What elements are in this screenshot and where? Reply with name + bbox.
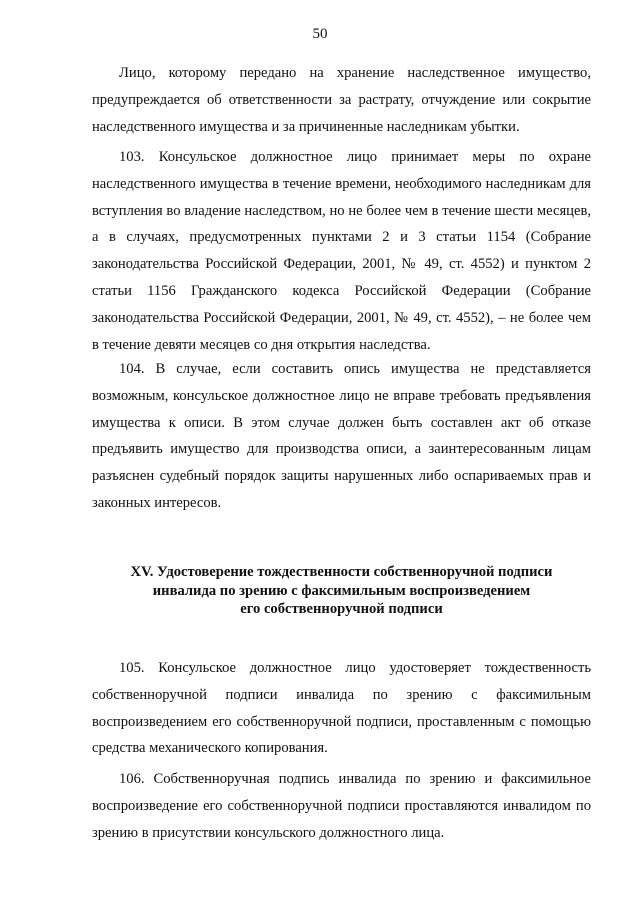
section-heading bbox=[92, 563, 591, 619]
paragraph-104: 104. В случае, если составить опись имущества не представляется возможным, консульское должностное лицо не вправе требовать предъявления имущества к описи. В этом случае должен быть составлен акт об отказе предъявить имущество для производства описи, а заинтересованным лицам разъяснен судебный порядок защиты нарушенных либо оспариваемых прав и законных интересов. bbox=[92, 361, 591, 511]
section-heading-line-3: его собственноручной подписи bbox=[240, 601, 443, 617]
section-heading-line-1: XV. Удостоверение тождественности собственноручной подписи bbox=[130, 564, 553, 580]
paragraph-intro: Лицо, которому передано на хранение наследственное имущество, предупреждается об ответственности за растрату, отчуждение или сокрытие наследственного имущества и за причиненные наследникам убытки. bbox=[92, 65, 591, 135]
section-heading-line-2: инвалида по зрению с факсимильным воспроизведением bbox=[152, 582, 531, 599]
page-number: 50 bbox=[312, 26, 328, 42]
paragraph-106: 106. Собственноручная подпись инвалида по зрению и факсимильное воспроизведение его собственноручной подписи проставляются инвалидом по зрению в присутствии консульского должностного лица. bbox=[92, 771, 591, 841]
paragraph-105: 105. Консульское должностное лицо удостоверяет тождественность собственноручной подписи инвалида по зрению с факсимильным воспроизведением его собственноручной подписи, проставленным с помощью средства механического копирования. bbox=[92, 660, 591, 757]
paragraph-103: 103. Консульское должностное лицо принимает меры по охране наследственного имущества в течение времени, необходимого наследникам для вступления во владение наследством, но не более чем в течение шести месяцев, а в случаях, предусмотренных пунктами 2 и 3 статьи 1154 (Собрание законодательства Российской Федерации, 2001, № 49, ст. 4552) и пунктом 2 статьи 1156 Гражданского кодекса Российской Федерации (Собрание законодательства Российской Федерации, 2001, № 49, ст. 4552), – не более чем в течение девяти месяцев со дня открытия наследства. bbox=[92, 149, 591, 353]
